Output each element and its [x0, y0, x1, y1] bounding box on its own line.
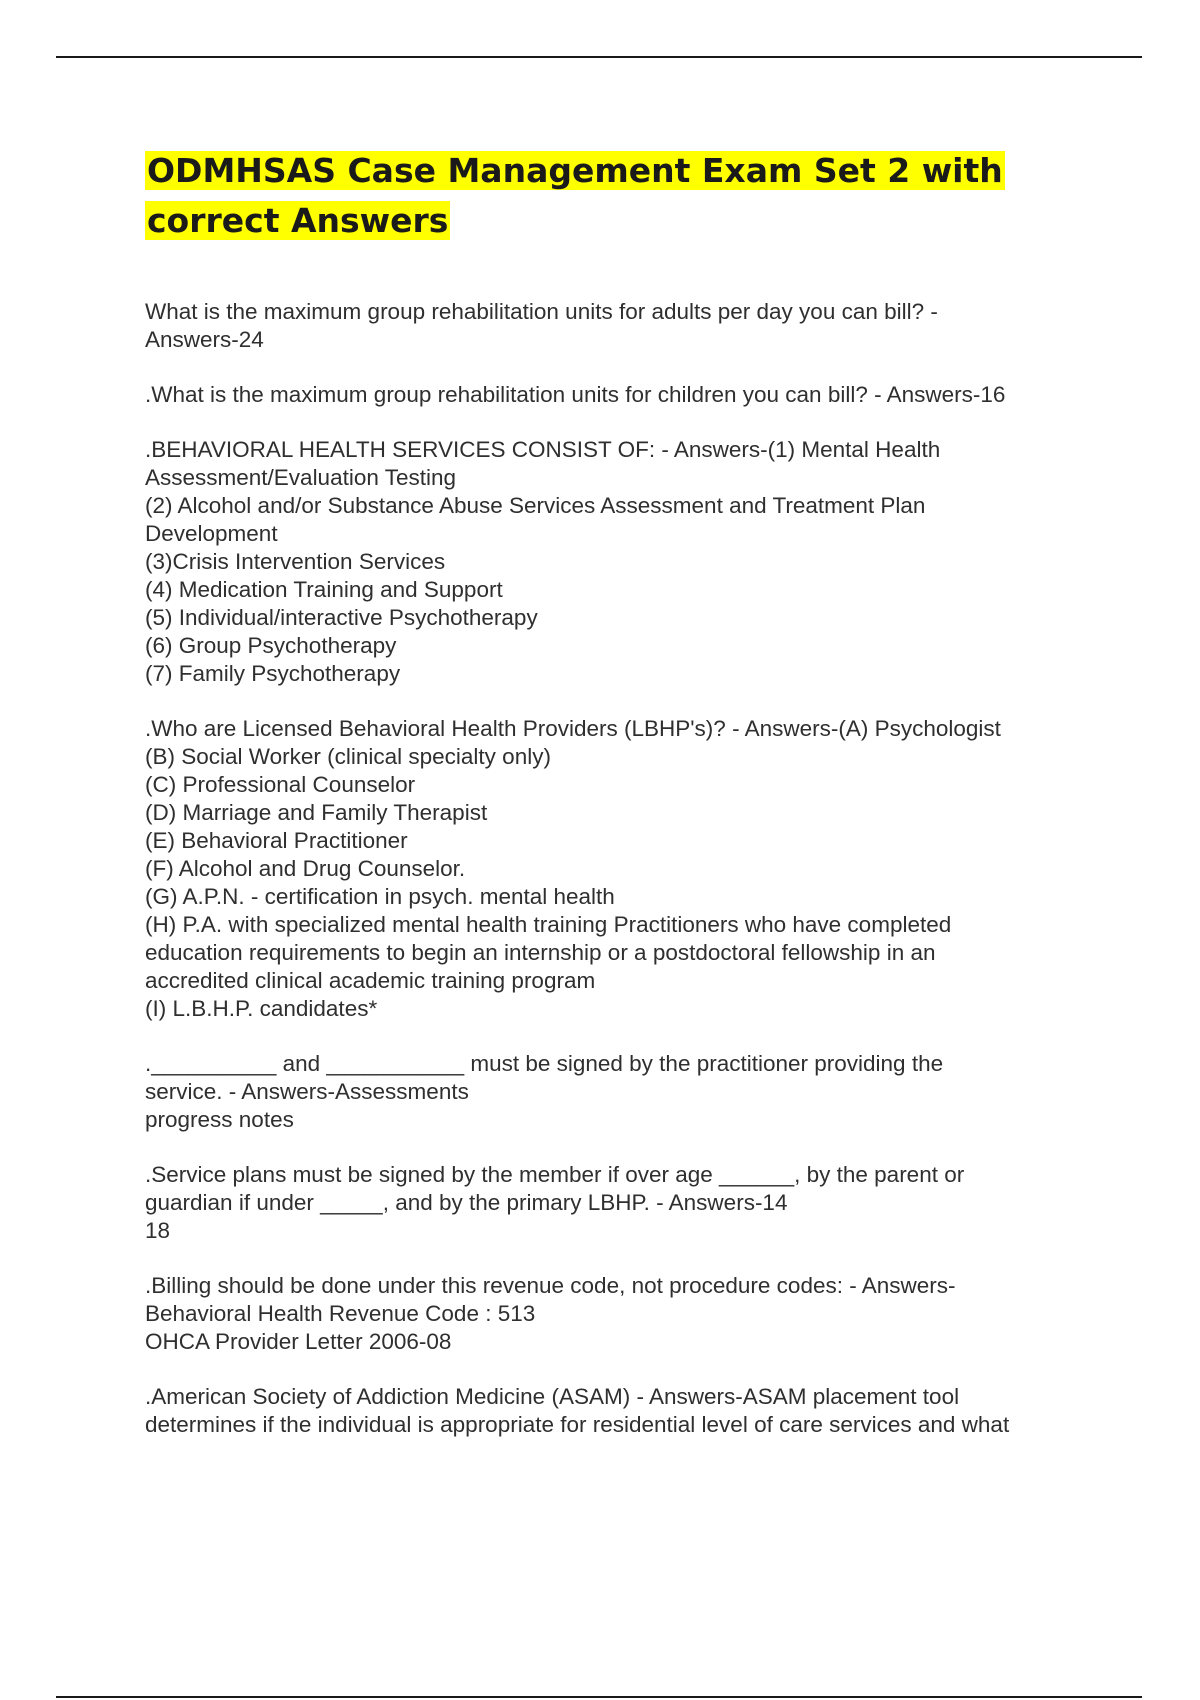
qa-line: guardian if under _____, and by the primary LBHP. - Answers-14 [145, 1190, 788, 1215]
qa-line: .Service plans must be signed by the member if over age ______, by the parent or [145, 1162, 965, 1187]
qa-line: (F) Alcohol and Drug Counselor. [145, 856, 466, 881]
qa-item [145, 1161, 1085, 1245]
qa-line: (5) Individual/interactive Psychotherapy [145, 605, 538, 630]
qa-item [145, 1050, 1085, 1134]
qa-line: 18 [145, 1218, 171, 1243]
qa-line: (6) Group Psychotherapy [145, 633, 397, 658]
qa-line: OHCA Provider Letter 2006-08 [145, 1329, 452, 1354]
qa-line: service. - Answers-Assessments [145, 1079, 469, 1104]
qa-line: education requirements to begin an internship or a postdoctoral fellowship in an [145, 940, 936, 965]
qa-item [145, 298, 1085, 354]
page-title [145, 146, 1105, 246]
top-rule [56, 56, 1142, 58]
qa-line: .What is the maximum group rehabilitation units for children you can bill? - Answers-16 [145, 382, 1006, 407]
qa-line: accredited clinical academic training program [145, 968, 596, 993]
qa-line: (2) Alcohol and/or Substance Abuse Services Assessment and Treatment Plan [145, 493, 926, 518]
qa-line: (B) Social Worker (clinical specialty only) [145, 744, 551, 769]
qa-item [145, 1383, 1085, 1439]
qa-line: (D) Marriage and Family Therapist [145, 800, 488, 825]
qa-line: (C) Professional Counselor [145, 772, 416, 797]
bottom-rule [56, 1696, 1142, 1698]
qa-line: Answers-24 [145, 327, 264, 352]
qa-line: Assessment/Evaluation Testing [145, 465, 457, 490]
qa-line: progress notes [145, 1107, 294, 1132]
qa-line: .__________ and ___________ must be signed by the practitioner providing the [145, 1051, 944, 1076]
qa-item [145, 715, 1085, 1023]
title-line-1: ODMHSAS Case Management Exam Set 2 with [147, 151, 1003, 190]
qa-line: (4) Medication Training and Support [145, 577, 503, 602]
qa-line: determines if the individual is appropriate for residential level of care services and what [145, 1412, 1010, 1437]
title-highlight [145, 151, 1005, 240]
qa-line: What is the maximum group rehabilitation units for adults per day you can bill? - [145, 299, 938, 324]
qa-line: (G) A.P.N. - certification in psych. mental health [145, 884, 615, 909]
qa-line: .Who are Licensed Behavioral Health Providers (LBHP's)? - Answers-(A) Psychologist [145, 716, 1001, 741]
qa-line: (E) Behavioral Practitioner [145, 828, 408, 853]
qa-line: Behavioral Health Revenue Code : 513 [145, 1301, 536, 1326]
qa-line: (H) P.A. with specialized mental health training Practitioners who have completed [145, 912, 952, 937]
qa-list [145, 298, 1085, 1466]
qa-item [145, 1272, 1085, 1356]
qa-line: (3)Crisis Intervention Services [145, 549, 446, 574]
qa-line: .Billing should be done under this revenue code, not procedure codes: - Answers- [145, 1273, 956, 1298]
qa-item [145, 436, 1085, 688]
title-line-2: correct Answers [147, 201, 449, 240]
qa-item [145, 381, 1085, 409]
qa-line: .American Society of Addiction Medicine (ASAM) - Answers-ASAM placement tool [145, 1384, 960, 1409]
qa-line: (7) Family Psychotherapy [145, 661, 401, 686]
qa-line: .BEHAVIORAL HEALTH SERVICES CONSIST OF: - Answers-(1) Mental Health [145, 437, 941, 462]
qa-line: Development [145, 521, 278, 546]
qa-line: (I) L.B.H.P. candidates* [145, 996, 378, 1021]
